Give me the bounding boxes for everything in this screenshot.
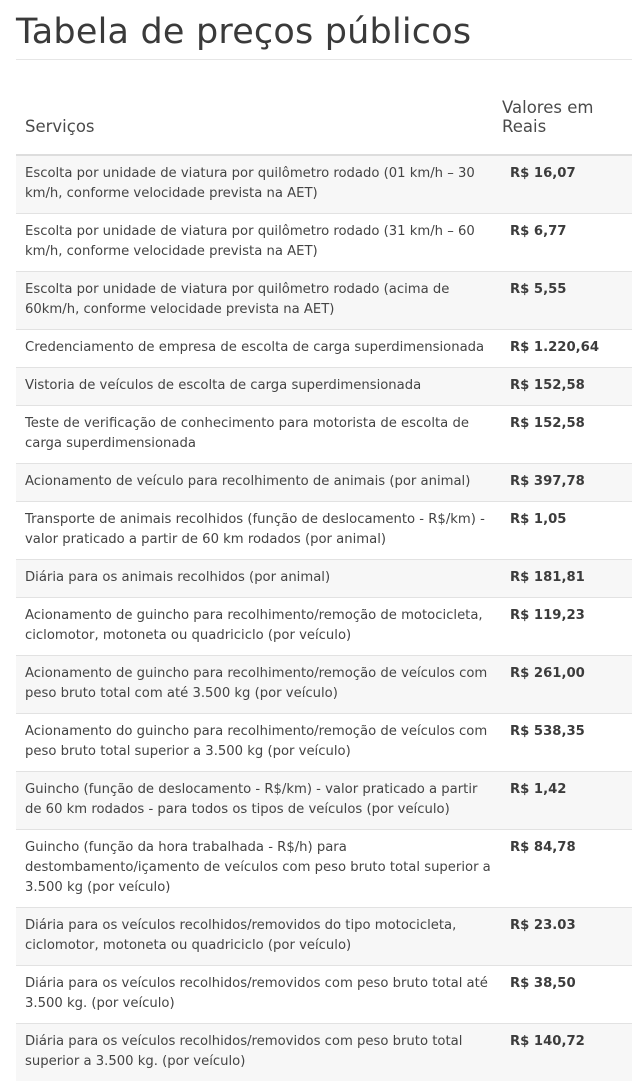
- service-cell: Vistoria de veículos de escolta de carga superdimensionada: [16, 368, 500, 406]
- table-row: [16, 502, 632, 560]
- table-row: [16, 155, 632, 214]
- column-header-services: Serviços: [16, 98, 500, 155]
- table-row: [16, 406, 632, 464]
- price-cell: R$ 538,35: [500, 714, 632, 772]
- service-cell: Acionamento do guincho para recolhimento/remoção de veículos com peso bruto total superior a 3.500 kg (por veículo): [16, 714, 500, 772]
- service-cell: Diária para os veículos recolhidos/removidos com peso bruto total superior a 3.500 kg. (por veículo): [16, 1024, 500, 1081]
- title-divider: [16, 59, 632, 60]
- table-row: [16, 598, 632, 656]
- service-cell: Teste de verificação de conhecimento para motorista de escolta de carga superdimensionada: [16, 406, 500, 464]
- service-cell: Diária para os animais recolhidos (por animal): [16, 560, 500, 598]
- service-cell: Guincho (função de deslocamento - R$/km) - valor praticado a partir de 60 km rodados - para todos os tipos de veículos (por veículo): [16, 772, 500, 830]
- price-table-header: [16, 98, 632, 155]
- price-cell: R$ 140,72: [500, 1024, 632, 1081]
- table-row: [16, 908, 632, 966]
- service-cell: Escolta por unidade de viatura por quilômetro rodado (01 km/h – 30 km/h, conforme velocidade prevista na AET): [16, 155, 500, 214]
- service-cell: Acionamento de guincho para recolhimento/remoção de veículos com peso bruto total com até 3.500 kg (por veículo): [16, 656, 500, 714]
- price-cell: R$ 6,77: [500, 214, 632, 272]
- price-cell: R$ 38,50: [500, 966, 632, 1024]
- table-row: [16, 330, 632, 368]
- price-cell: R$ 152,58: [500, 368, 632, 406]
- table-row: [16, 714, 632, 772]
- column-header-values: Valores em Reais: [500, 98, 632, 155]
- service-cell: Escolta por unidade de viatura por quilômetro rodado (acima de 60km/h, conforme velocidade prevista na AET): [16, 272, 500, 330]
- table-row: [16, 214, 632, 272]
- table-row: [16, 966, 632, 1024]
- service-cell: Credenciamento de empresa de escolta de carga superdimensionada: [16, 330, 500, 368]
- service-cell: Diária para os veículos recolhidos/removidos com peso bruto total até 3.500 kg. (por veículo): [16, 966, 500, 1024]
- price-cell: R$ 1,42: [500, 772, 632, 830]
- price-cell: R$ 1.220,64: [500, 330, 632, 368]
- service-cell: Guincho (função da hora trabalhada - R$/h) para destombamento/içamento de veículos com peso bruto total superior a 3.500 kg (por veículo): [16, 830, 500, 908]
- table-row: [16, 560, 632, 598]
- price-cell: R$ 119,23: [500, 598, 632, 656]
- price-cell: R$ 261,00: [500, 656, 632, 714]
- service-cell: Acionamento de guincho para recolhimento/remoção de motocicleta, ciclomotor, motoneta ou quadriciclo (por veículo): [16, 598, 500, 656]
- price-cell: R$ 1,05: [500, 502, 632, 560]
- price-cell: R$ 84,78: [500, 830, 632, 908]
- service-cell: Escolta por unidade de viatura por quilômetro rodado (31 km/h – 60 km/h, conforme velocidade prevista na AET): [16, 214, 500, 272]
- service-cell: Transporte de animais recolhidos (função de deslocamento - R$/km) - valor praticado a partir de 60 km rodados (por animal): [16, 502, 500, 560]
- table-row: [16, 656, 632, 714]
- table-row: [16, 272, 632, 330]
- service-cell: Diária para os veículos recolhidos/removidos do tipo motocicleta, ciclomotor, motoneta ou quadriciclo (por veículo): [16, 908, 500, 966]
- price-cell: R$ 5,55: [500, 272, 632, 330]
- table-row: [16, 830, 632, 908]
- service-cell: Acionamento de veículo para recolhimento de animais (por animal): [16, 464, 500, 502]
- header-row: [16, 98, 632, 155]
- page-title: Tabela de preços públicos: [16, 12, 472, 52]
- price-table: [16, 98, 632, 1081]
- price-table-body: [16, 155, 632, 1081]
- price-cell: R$ 181,81: [500, 560, 632, 598]
- table-row: [16, 464, 632, 502]
- price-cell: R$ 397,78: [500, 464, 632, 502]
- table-row: [16, 368, 632, 406]
- price-cell: R$ 152,58: [500, 406, 632, 464]
- table-row: [16, 772, 632, 830]
- price-cell: R$ 16,07: [500, 155, 632, 214]
- table-row: [16, 1024, 632, 1081]
- price-cell: R$ 23.03: [500, 908, 632, 966]
